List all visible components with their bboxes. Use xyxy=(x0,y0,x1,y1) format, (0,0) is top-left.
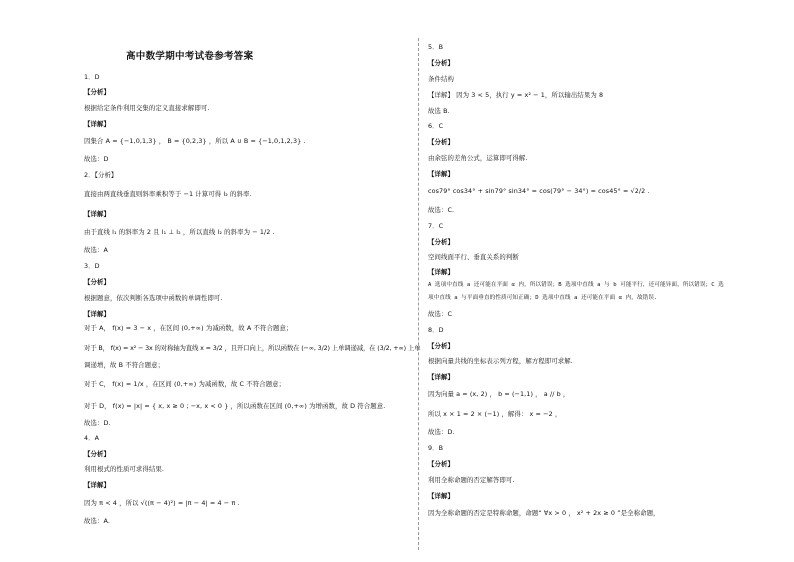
math-line: 所以 x × 1 = 2 × (−1) ，解得： x = −2 ， xyxy=(428,410,562,418)
section-analysis: 【分析】 xyxy=(428,460,454,468)
text-line: 根据题意，依次判断各选项中函数的单调性即可. xyxy=(84,294,223,302)
answer-line: 4．A xyxy=(84,434,100,442)
choose-line: 故选：C xyxy=(428,310,453,318)
text-line: 利用全称命题的否定解答即可. xyxy=(428,476,515,484)
choose-line: 故选：D xyxy=(84,155,109,163)
choose-line: 故选：C. xyxy=(428,206,455,214)
answer-line: 5．B xyxy=(428,43,444,51)
text-line: 利用根式的性质可求得结果. xyxy=(84,465,165,473)
section-analysis: 【分析】 xyxy=(428,238,454,246)
detail-line: A 选项中直线 a 还可能在平面 α 内，所以错误；B 选项中直线 a 与 b 可能平行，还可能异面，所以错误；C 选 xyxy=(428,282,724,288)
detail-line: 项中直线 a 与平面垂直的性质可知正确；D 选项中直线 a 还可能在平面 α 内，故错误. xyxy=(428,295,658,301)
section-detail: 【详解】 xyxy=(428,373,454,381)
text-line: 调递增，故 B 不符合题意； xyxy=(84,361,165,369)
section-detail: 【详解】 xyxy=(84,481,110,489)
answer-line: 6．C xyxy=(428,122,444,130)
section-analysis: 【分析】 xyxy=(428,342,454,350)
answer-line: 2．【分析】 xyxy=(84,171,118,179)
math-line: 对于 C， f(x) = 1/x ，在区间 (0,+∞) 为减函数，故 C 不符合题意； xyxy=(84,380,286,388)
answer-line: 8．D xyxy=(428,326,444,334)
choose-line: 故选：D. xyxy=(428,428,455,436)
column-divider xyxy=(418,38,419,550)
math-line: 对于 D， f(x) = |x| = { x, x ≥ 0 ; −x, x < 0 } ，所以函数在区间 (0,+∞) 为增函数，故 D 符合题意. xyxy=(84,402,386,410)
math-line: 因集合 A = {−1,0,1,3} ， B = {0,2,3} ，所以 A ∪ B = {−1,0,1,2,3} . xyxy=(84,137,306,145)
section-detail: 【详解】 xyxy=(84,310,110,318)
math-line: 对于 A， f(x) = 3 − x ，在区间 (0,+∞) 为减函数，故 A 不符合题意； xyxy=(84,324,293,332)
section-analysis: 【分析】 xyxy=(428,138,454,146)
section-analysis: 【分析】 xyxy=(84,450,110,458)
answer-line: 1．D xyxy=(84,73,100,81)
section-detail: 【详解】 xyxy=(84,210,110,218)
text-line: 空间线面平行、垂直关系的判断 xyxy=(428,253,519,261)
choose-line: 故选：A. xyxy=(84,517,110,525)
page-title: 高中数学期中考试卷参考答案 xyxy=(126,51,254,62)
section-analysis: 【分析】 xyxy=(84,278,110,286)
math-line: 对于 B， f(x) = x² − 3x 的对称轴为直线 x = 3/2 ，且开口向上，所以函数在 (−∞, 3/2) 上单调递减，在 (3/2, +∞) 上单 xyxy=(84,344,421,352)
section-analysis: 【分析】 xyxy=(428,59,454,67)
section-detail: 【详解】 xyxy=(428,492,454,500)
answer-line: 3．D xyxy=(84,262,100,270)
text-line: 条件结构 xyxy=(428,75,454,83)
text-line: 由余弦的差角公式，运算即可得解. xyxy=(428,154,528,162)
text-line: 根据向量共线的坐标表示列方程，解方程即可求解. xyxy=(428,357,573,365)
choose-line: 故选 B. xyxy=(428,107,450,115)
text-line: 直接由两直线垂直则斜率乘积等于 −1 计算可得 l₂ 的斜率. xyxy=(84,190,252,198)
answer-line: 7．C xyxy=(428,222,444,230)
section-detail: 【详解】 xyxy=(84,120,110,128)
math-line: 因为 π < 4 ，所以 √((π − 4)²) = |π − 4| = 4 − π . xyxy=(84,499,240,507)
math-line: 因为向量 a = (x, 2) ， b = (−1,1) ， a // b ， xyxy=(428,390,570,398)
math-line: 由于直线 l₁ 的斜率为 2 且 l₁ ⊥ l₂ ，所以直线 l₂ 的斜率为 − 1/2 . xyxy=(84,228,275,236)
section-detail: 【详解】 xyxy=(428,268,454,276)
math-line: cos79° cos34° + sin79° sin34° = cos(79° − 34°) = cos45° = √2/2 . xyxy=(428,187,650,195)
text-line: 根据给定条件利用交集的定义直接求解即可. xyxy=(84,104,210,112)
detail-line: 【详解】 因为 3 < 5，执行 y = x² − 1，所以输出结果为 8 xyxy=(428,91,604,99)
choose-line: 故选：A xyxy=(84,246,108,254)
section-analysis: 【分析】 xyxy=(84,88,110,96)
section-detail: 【详解】 xyxy=(428,170,454,178)
answer-line: 9．B xyxy=(428,444,444,452)
choose-line: 故选：D. xyxy=(84,419,111,427)
math-line: 因为全称命题的否定是特称命题，命题“ ∀x > 0 ， x² + 2x ≥ 0 ”是全称命题， xyxy=(428,509,660,517)
